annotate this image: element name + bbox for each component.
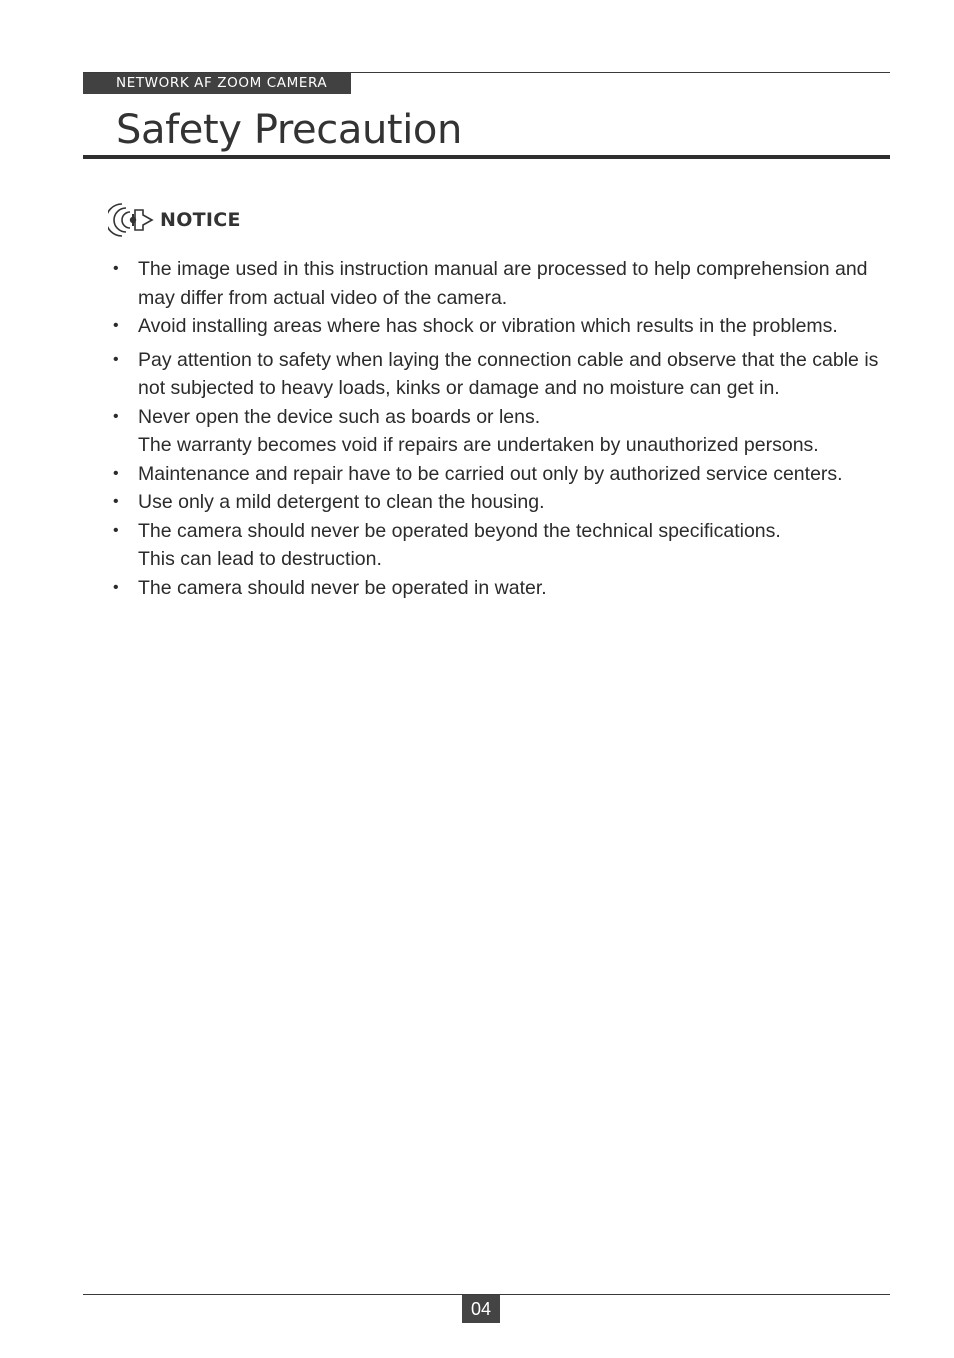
notice-speaker-icon [108,200,156,240]
list-item-text: • The camera should never be operated beyond the technical specifications. [138,519,781,542]
list-item-text: • Avoid installing areas where has shock or vibration which results in the problems. [138,315,838,337]
list-item-text: • The image used in this instruction manual are processed to help comprehension and may differ from actual video of the camera. [138,258,868,309]
list-item [113,312,883,341]
list-item [113,488,883,517]
list-item [113,346,883,403]
notice-list [113,255,883,602]
list-item [113,517,883,574]
list-item-text: • The camera should never be operated in water. [138,576,547,599]
title-rule [83,155,890,159]
list-item [113,403,883,460]
list-item [113,460,883,489]
notice-heading [108,200,241,240]
list-item [113,574,883,603]
page-title: Safety Precaution [116,107,462,153]
product-name-tag: NETWORK AF ZOOM CAMERA [83,73,351,94]
list-item [113,255,883,312]
page-number: 04 [462,1295,500,1323]
list-item-text: • Use only a mild detergent to clean the housing. [138,491,545,513]
list-item-text: The warranty becomes void if repairs are undertaken by unauthorized persons. [138,434,819,456]
list-item-text: • Pay attention to safety when laying the connection cable and observe that the cable is not subjected to heavy loads, kinks or damage and no moisture can get in. [138,348,879,399]
list-item-text: • Maintenance and repair have to be carried out only by authorized service centers. [138,462,843,485]
list-item-text: • Never open the device such as boards or lens. [138,405,541,428]
list-item-text: This can lead to destruction. [138,548,382,570]
notice-label: NOTICE [160,209,241,231]
